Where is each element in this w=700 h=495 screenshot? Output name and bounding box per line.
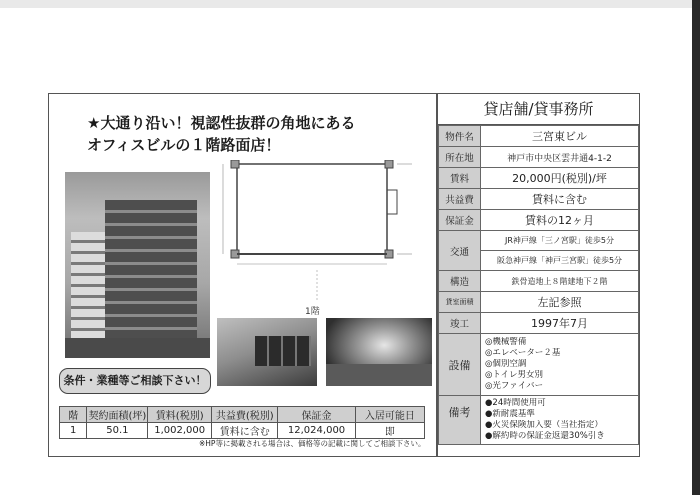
header-rent: 賃料(税別) (148, 407, 212, 423)
building-photo-side (71, 232, 107, 342)
label-facilities: 設備 (439, 334, 481, 396)
conditions-table (59, 406, 425, 439)
interior-photo-floor (326, 364, 432, 386)
value-address: 神戸市中央区雲井通4-1-2 (481, 147, 639, 168)
facility-item: ◎光ファイバー (485, 381, 544, 391)
facility-item: ◎エレベーター２基 (485, 348, 561, 358)
cell-move-in: 即 (355, 423, 424, 439)
row-rent (439, 168, 639, 189)
remark-item: ●新耐震基準 (485, 409, 535, 419)
storefront-photo-windows (255, 336, 311, 366)
row-structure (439, 271, 639, 292)
floor-plan-label: 1階 (305, 307, 320, 317)
label-transport: 交通 (439, 231, 481, 271)
value-transport-2: 阪急神戸線「神戸三宮駅」徒歩5分 (481, 251, 639, 271)
value-structure: 鉄骨造地上８階建地下２階 (481, 271, 639, 292)
header-deposit: 保証金 (278, 407, 355, 423)
label-rent: 賃料 (439, 168, 481, 189)
listing-type-title: 貸店舗/貸事務所 (438, 94, 639, 125)
building-photo-street (65, 338, 210, 358)
facility-item: ◎個別空調 (485, 359, 527, 369)
property-info-table (438, 125, 639, 445)
header-common-fee: 共益費(税別) (212, 407, 278, 423)
remark-item: ●解約時の保証金返還30%引き (485, 431, 605, 441)
label-completion: 竣工 (439, 313, 481, 334)
property-flyer (48, 93, 640, 457)
headline-line-2: オフィスビルの１階路面店！ (87, 136, 281, 154)
cell-area: 50.1 (87, 423, 148, 439)
row-facilities (439, 334, 639, 396)
row-deposit (439, 210, 639, 231)
conditions-header-row (60, 407, 425, 423)
value-area: 左記参照 (481, 292, 639, 313)
value-remarks (481, 396, 639, 445)
row-common-fee (439, 189, 639, 210)
label-common-fee: 共益費 (439, 189, 481, 210)
remark-item: ●火災保険加入要（当社指定） (485, 420, 603, 430)
value-property-name: 三宮東ビル (481, 126, 639, 147)
label-deposit: 保証金 (439, 210, 481, 231)
headline-line-1: ★大通り沿い！視認性抜群の角地にある (87, 114, 356, 132)
interior-photo (326, 318, 432, 386)
cell-deposit: 12,024,000 (278, 423, 355, 439)
row-transport-1 (439, 231, 639, 251)
label-structure: 構造 (439, 271, 481, 292)
value-common-fee: 賃料に含む (481, 189, 639, 210)
building-photo (65, 172, 210, 358)
row-completion (439, 313, 639, 334)
cell-floor: 1 (60, 423, 87, 439)
label-property-name: 物件名 (439, 126, 481, 147)
header-floor: 階 (60, 407, 87, 423)
floor-plan (217, 160, 432, 312)
row-address (439, 147, 639, 168)
floor-plan-drawing (217, 160, 432, 312)
remark-item: ●24時間使用可 (485, 398, 546, 408)
storefront-photo (217, 318, 317, 386)
listing-note: ※HP等に掲載される場合は、価格等の記載に関してご相談下さい。 (199, 439, 426, 448)
label-area: 貸室面積 (439, 292, 481, 313)
value-rent: 20,000円(税別)/坪 (481, 168, 639, 189)
scan-top-edge (0, 0, 700, 8)
header-area: 契約面積(坪) (87, 407, 148, 423)
cell-common-fee: 賃料に含む (212, 423, 278, 439)
label-remarks: 備考 (439, 396, 481, 445)
label-address: 所在地 (439, 147, 481, 168)
row-area (439, 292, 639, 313)
conditions-row (60, 423, 425, 439)
value-deposit: 賃料の12ヶ月 (481, 210, 639, 231)
cell-rent: 1,002,000 (148, 423, 212, 439)
value-completion: 1997年7月 (481, 313, 639, 334)
row-property-name (439, 126, 639, 147)
scan-right-edge (692, 0, 700, 495)
header-move-in: 入居可能日 (355, 407, 424, 423)
value-facilities (481, 334, 639, 396)
facility-item: ◎トイレ男女別 (485, 370, 543, 380)
headline (87, 112, 417, 156)
row-remarks (439, 396, 639, 445)
value-transport-1: JR神戸線「三ノ宮駅」徒歩5分 (481, 231, 639, 251)
facility-item: ◎機械警備 (485, 337, 527, 347)
building-photo-tower (105, 200, 197, 340)
consult-banner: 条件・業種等ご相談下さい！ (59, 368, 211, 394)
